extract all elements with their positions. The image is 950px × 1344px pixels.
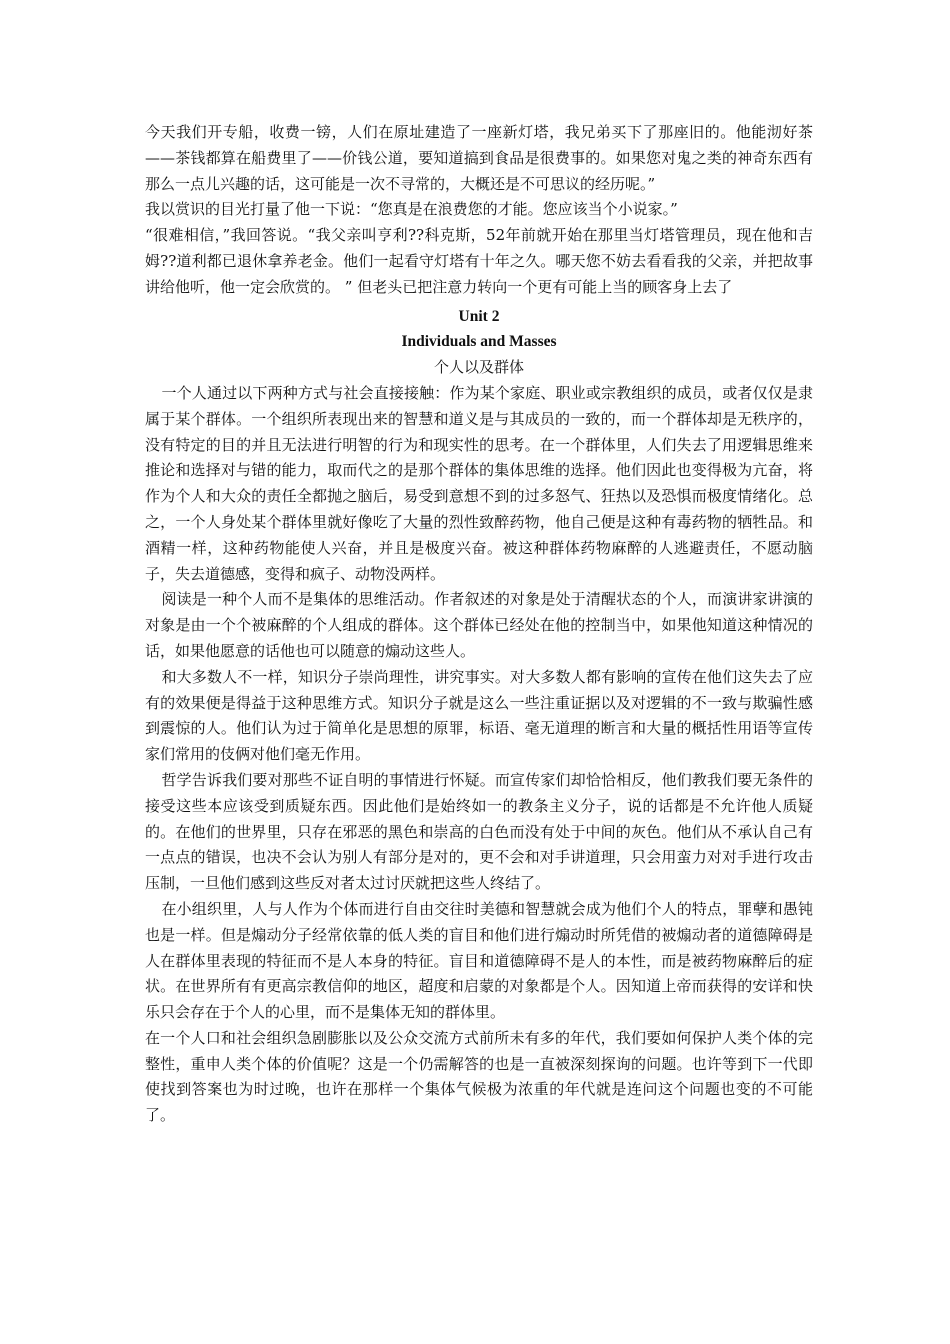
intro-paragraph: 我以赏识的目光打量了他一下说：“您真是在浪费您的才能。您应该当个小说家。” — [145, 200, 678, 219]
body-paragraph: 和大多数人不一样，知识分子崇尚理性，讲究事实。对大多数人都有影响的宣传在他们这失去了应有的效果便是得益于这种思维方式。知识分子就是这么一些注重证据以及对逻辑的不一致与欺骗性感到震惊的人。他们认为过于简单化是思想的原罪，标语、毫无道理的断言和大量的概括性用语等宣传家们常用的伎俩对他们毫无作用。 — [145, 667, 813, 764]
body-paragraph: 哲学告诉我们要对那些不证自明的事情进行怀疑。而宣传家们却恰恰相反，他们教我们要无条件的接受这些本应该受到质疑东西。因此他们是始终如一的教条主义分子，说的话都是不允许他人质疑的。在他们的世界里，只存在邪恶的黑色和崇高的白色而没有处于中间的灰色。他们从不承认自己有一点点的错误，也决不会认为别人有部分是对的，更不会和对手讲道理，只会用蛮力对对手进行攻击压制，一旦他们感到这些反对者太过讨厌就把这些人终结了。 — [145, 770, 813, 893]
document-page — [145, 120, 813, 1129]
intro-paragraph: “很难相信，”我回答说。“我父亲叫亨利??科克斯，52年前就开始在那里当灯塔管理员，现在他和吉姆??道利都已退休拿养老金。他们一起看守灯塔有十年之久。哪天您不妨去看看我的父亲，并把故事讲给他听，他一定会欣赏的。 ” 但老头已把注意力转向一个更有可能上当的顾客身上去了 — [145, 226, 813, 296]
english-title: Individuals and Masses — [401, 333, 557, 351]
body-paragraph: 在一个人口和社会组织急剧膨胀以及公众交流方式前所未有多的年代，我们要如何保护人类个体的完整性，重申人类个体的价值呢？这是一个仍需解答的也是一直被深刻探询的问题。也许等到下一代即使找到答案也为时过晚，也许在那样一个集体气候极为浓重的年代就是连问这个问题也变的不可能了。 — [145, 1028, 813, 1125]
body-paragraph: 一个人通过以下两种方式与社会直接接触：作为某个家庭、职业或宗教组织的成员，或者仅仅是隶属于某个群体。一个组织所表现出来的智慧和道义是与其成员的一致的，而一个群体却是无秩序的，没有特定的目的并且无法进行明智的行为和现实性的思考。在一个群体里，人们失去了用逻辑思维来推论和选择对与错的能力，取而代之的是那个群体的集体思维的选择。他们因此也变得极为亢奋，将作为个人和大众的责任全都抛之脑后，易受到意想不到的过多怒气、狂热以及恐惧而极度情绪化。总之，一个人身处某个群体里就好像吃了大量的烈性致醉药物，他自己便是这种有毒药物的牺牲品。和酒精一样，这种药物能使人兴奋，并且是极度兴奋。被这种群体药物麻醉的人逃避责任，不愿动脑子，失去道德感，变得和疯子、动物没两样。 — [145, 383, 813, 583]
body-paragraph: 阅读是一种个人而不是集体的思维活动。作者叙述的对象是处于清醒状态的个人，而演讲家讲演的对象是由一个个被麻醉的个人组成的群体。这个群体已经处在他的控制当中，如果他知道这种情况的话，如果他愿意的话他也可以随意的煽动这些人。 — [145, 590, 813, 660]
body-paragraph: 在小组织里，人与人作为个体而进行自由交往时美德和智慧就会成为他们个人的特点，罪孽和愚钝也是一样。但是煽动分子经常依靠的低人类的盲目和他们进行煽动时所凭借的被煽动者的道德障碍是人在群体里表现的特征而不是人本身的特征。盲目和道德障碍不是人的本性，而是被药物麻醉后的症状。在世界所有有更高宗教信仰的地区，超度和启蒙的对象都是个人。因知道上帝而获得的安详和快乐只会存在于个人的心里，而不是集体无知的群体里。 — [145, 899, 813, 1022]
intro-paragraph: 今天我们开专船，收费一镑，人们在原址建造了一座新灯塔，我兄弟买下了那座旧的。他能沏好茶——茶钱都算在船费里了——价钱公道，要知道搞到食品是很费事的。如果您对鬼之类的神奇东西有那么一点儿兴趣的话，这可能是一次不寻常的，大概还是不可思议的经历呢。” — [145, 123, 813, 193]
unit-heading: Unit 2 — [458, 307, 500, 325]
chinese-title: 个人以及群体 — [433, 358, 524, 377]
